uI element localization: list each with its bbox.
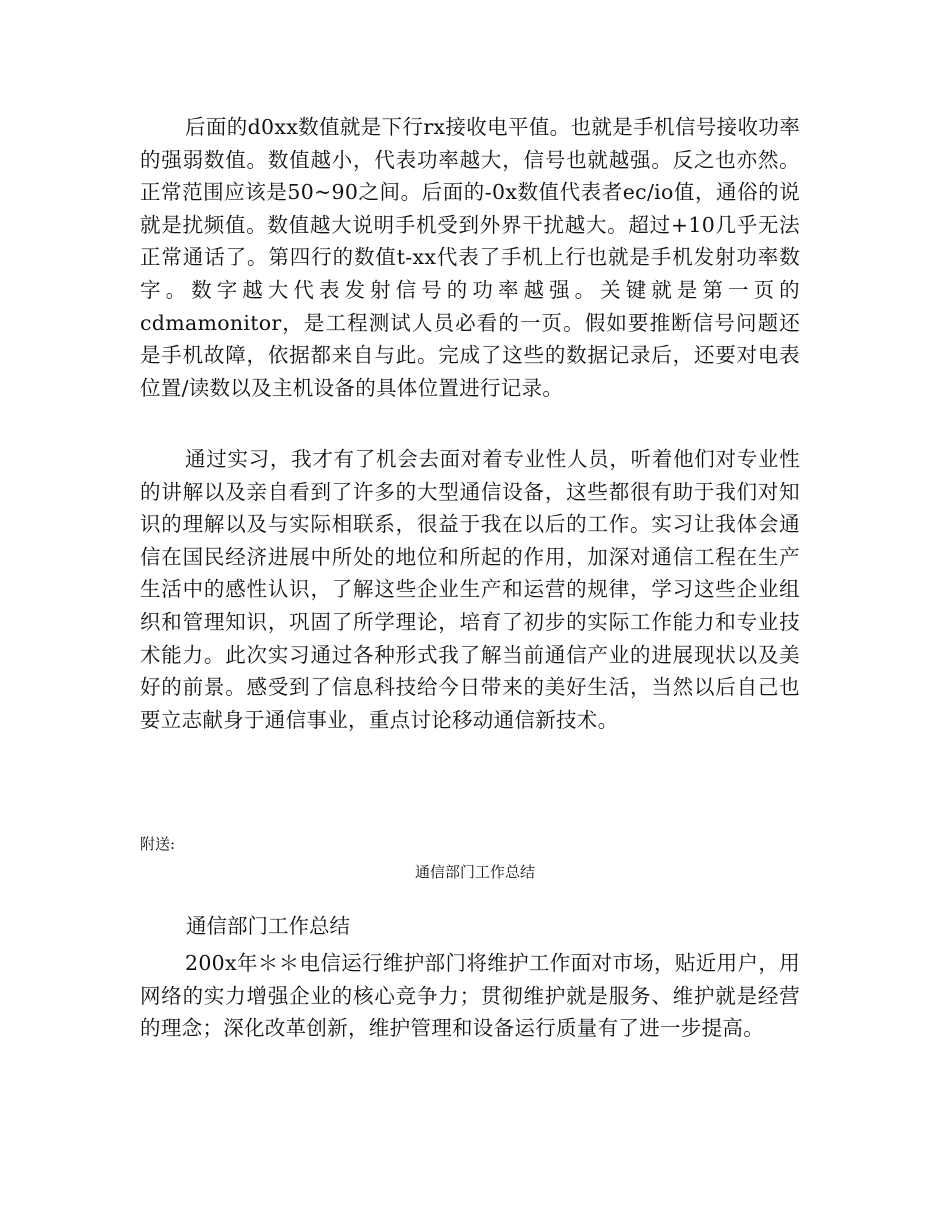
paragraph-signal-readings: 后面的d0xx数值就是下行rx接收电平值。也就是手机信号接收功率的强弱数值。数值越小，代表功率越大，信号也就越强。反之也亦然。正常范围应该是50~90之间。后面的-0x数值代表者ec/io值，通俗的说就是扰频值。数值越大说明手机受到外界干扰越大。超过+10几乎无法正常通话了。第四行的数值t-xx代表了手机上行也就是手机发射功率数字。数字越大代表发射信号的功率越强。关键就是第一页的cdmamonitor，是工程测试人员必看的一页。假如要推断信号问题还是手机故障，依据都来自与此。完成了这些的数据记录后，还要对电表位置/读数以及主机设备的具体位置进行记录。 (140, 115, 800, 400)
appendix-label: 附送: (140, 835, 176, 853)
appendix-title: 通信部门工作总结 (414, 863, 535, 881)
paragraph-internship-reflection: 通过实习，我才有了机会去面对着专业性人员，听着他们对专业性的讲解以及亲自看到了许多的大型通信设备，这些都很有助于我们对知识的理解以及与实际相联系，很益于我在以后的工作。实习让我体会通信在国民经济进展中所处的地位和所起的作用，加深对通信工程在生产生活中的感性认识，了解这些企业生产和运营的规律，学习这些企业组织和管理知识，巩固了所学理论，培育了初步的实际工作能力和专业技术能力。此次实习通过各种形式我了解当前通信产业的进展现状以及美好的前景。感受到了信息科技给今日带来的美好生活，当然以后自己也要立志献身于通信事业，重点讨论移动通信新技术。 (140, 447, 800, 732)
section-heading: 通信部门工作总结 (186, 914, 350, 938)
paragraph-summary: 200x年＊＊电信运行维护部门将维护工作面对市场，贴近用户，用网络的实力增强企业的核心竞争力；贯彻维护就是服务、维护就是经营的理念；深化改革创新，维护管理和设备运行质量有了进一步提高。 (140, 951, 800, 1041)
